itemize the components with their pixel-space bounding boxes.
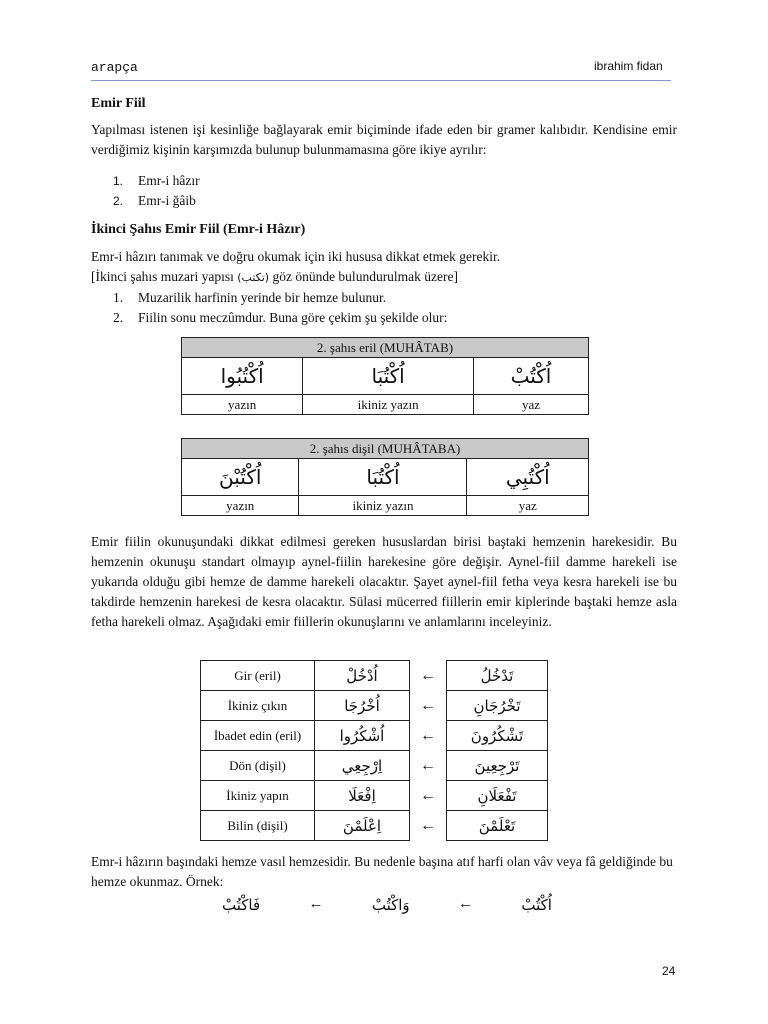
table-row bbox=[201, 811, 548, 841]
examples-table bbox=[200, 660, 548, 841]
meaning-cell: yaz bbox=[467, 496, 589, 516]
present-cell: تَدْخُلُ bbox=[447, 661, 548, 691]
arrow-left-icon: ← bbox=[458, 896, 474, 912]
meaning-cell: yazın bbox=[182, 496, 299, 516]
conjugation-table-feminine bbox=[181, 438, 589, 516]
table-header: 2. şahıs eril (MUHÂTAB) bbox=[182, 338, 589, 358]
table-row bbox=[201, 751, 548, 781]
section-title-emr-i-hazir: İkinci Şahıs Emir Fiil (Emr-i Hâzır) bbox=[91, 222, 306, 237]
arrow-left-icon: ← bbox=[420, 756, 436, 774]
list-item: 2. Fiilin sonu meczûmdur. Buna göre çekim şu şekilde olur: bbox=[113, 310, 448, 325]
list-item: 2. Emr-i ğâib bbox=[113, 193, 196, 208]
arrow-left-icon: ← bbox=[420, 816, 436, 834]
intro-paragraph: Yapılması istenen işi kesinliğe bağlayarak emir biçiminde ifade eden bir gramer kalıbıdır. Kendisine emir verdiğimiz kişinin karşımızda bulunup bulunmamasına göre ikiye ayrılır: bbox=[91, 122, 677, 157]
meaning-cell: yaz bbox=[474, 395, 589, 415]
section-title-emir-fiil: Emir Fiil bbox=[91, 96, 146, 111]
present-cell: تَرْجِعِينَ bbox=[447, 751, 548, 781]
types-list bbox=[91, 171, 677, 211]
arabic-cell: اُكْتُبْنَ bbox=[182, 459, 299, 496]
header-author: ibrahim fidan bbox=[594, 59, 663, 73]
imperative-cell: اِعْلَمْنَ bbox=[315, 811, 410, 841]
table-header: 2. şahıs dişil (MUHÂTABA) bbox=[182, 439, 589, 459]
hemze-paragraph: Emir fiilin okunuşundaki dikkat edilmesi gereken hususlardan birisi baştaki hemzenin harekesidir. Bu hemzenin okunuşu standart olmayıp aynel-fiilin harekesine göre değişir. Aynel-fiil damme harekeli ise yukarıda olduğu gibi hemze de damme harekeli olacaktır. Şayet aynel-fiil fetha veya kesra harekeli ise bu takdirde hemzenin harekesi de kesra olacaktır. Sülasi mücerred fiillerin emir kiplerinde baştaki hemze asla fetha harekeli olmaz. Aşağıdaki emir fiillerin okunuşlarını ve anlamlarını inceleyiniz. bbox=[91, 534, 677, 629]
rules-list bbox=[91, 288, 677, 328]
imperative-cell: اُشْكُرُوا bbox=[315, 721, 410, 751]
table-row bbox=[201, 781, 548, 811]
table-row bbox=[201, 691, 548, 721]
present-cell: تَفْعَلَانِ bbox=[447, 781, 548, 811]
arabic-cell: اُكْتُبْ bbox=[474, 358, 589, 395]
arabic-cell: اُكْتُبُوا bbox=[182, 358, 303, 395]
table-row bbox=[201, 721, 548, 751]
page-content bbox=[91, 92, 677, 328]
header-rule bbox=[91, 80, 671, 81]
arabic-cell: اُكْتُبَا bbox=[303, 358, 474, 395]
arabic-cell: اُكْتُبِي bbox=[467, 459, 589, 496]
arrow-left-icon: ← bbox=[420, 726, 436, 744]
list-item: 1. Muzarilik harfinin yerinde bir hemze bulunur. bbox=[113, 290, 387, 305]
meaning-cell: ikiniz yazın bbox=[303, 395, 474, 415]
meaning-cell: Gir (eril) bbox=[201, 661, 315, 691]
example-word-fa: فَاكْتُبْ bbox=[222, 896, 261, 914]
meaning-cell: ikiniz yazın bbox=[299, 496, 467, 516]
table-row bbox=[201, 661, 548, 691]
meaning-cell: Dön (dişil) bbox=[201, 751, 315, 781]
example-line bbox=[222, 896, 552, 914]
imperative-cell: اُدْخُلْ bbox=[315, 661, 410, 691]
example-word-base: اُكْتُبْ bbox=[521, 896, 552, 914]
vasil-hemze-paragraph: Emr-i hâzırın başındaki hemze vasıl hemzesidir. Bu nedenle başına atıf harfi olan vâv veya fâ geldiğinde bu hemze okunmaz. Örnek: bbox=[91, 854, 673, 889]
imperative-cell: اُخْرُجَا bbox=[315, 691, 410, 721]
present-cell: تَعْلَمْنَ bbox=[447, 811, 548, 841]
hazir-line-1: Emr-i hâzırı tanımak ve doğru okumak için iki hususa dikkat etmek gerekir. bbox=[91, 249, 501, 264]
meaning-cell: İkiniz yapın bbox=[201, 781, 315, 811]
hazir-line-2: [İkinci şahıs muzari yapısı (تكتب) göz önünde bulundurulmak üzere] bbox=[91, 269, 459, 284]
arabic-inline-word: (تكتب) bbox=[237, 271, 270, 284]
example-word-waw: وَاكْتُبْ bbox=[371, 896, 410, 914]
arrow-left-icon: ← bbox=[308, 896, 324, 912]
header-subject: arapça bbox=[91, 60, 138, 75]
page-number: 24 bbox=[662, 964, 676, 978]
present-cell: تَشْكُرُونَ bbox=[447, 721, 548, 751]
list-item: 1. Emr-i hâzır bbox=[113, 173, 200, 188]
arrow-left-icon: ← bbox=[420, 696, 436, 714]
arrow-left-icon: ← bbox=[420, 786, 436, 804]
meaning-cell: Bilin (dişil) bbox=[201, 811, 315, 841]
meaning-cell: yazın bbox=[182, 395, 303, 415]
meaning-cell: İkiniz çıkın bbox=[201, 691, 315, 721]
present-cell: تَخْرُجَانِ bbox=[447, 691, 548, 721]
arrow-left-icon: ← bbox=[420, 666, 436, 684]
arabic-cell: اُكْتُبَا bbox=[299, 459, 467, 496]
meaning-cell: İbadet edin (eril) bbox=[201, 721, 315, 751]
imperative-cell: اِفْعَلَا bbox=[315, 781, 410, 811]
conjugation-table-masculine bbox=[181, 337, 589, 415]
imperative-cell: اِرْجِعِي bbox=[315, 751, 410, 781]
